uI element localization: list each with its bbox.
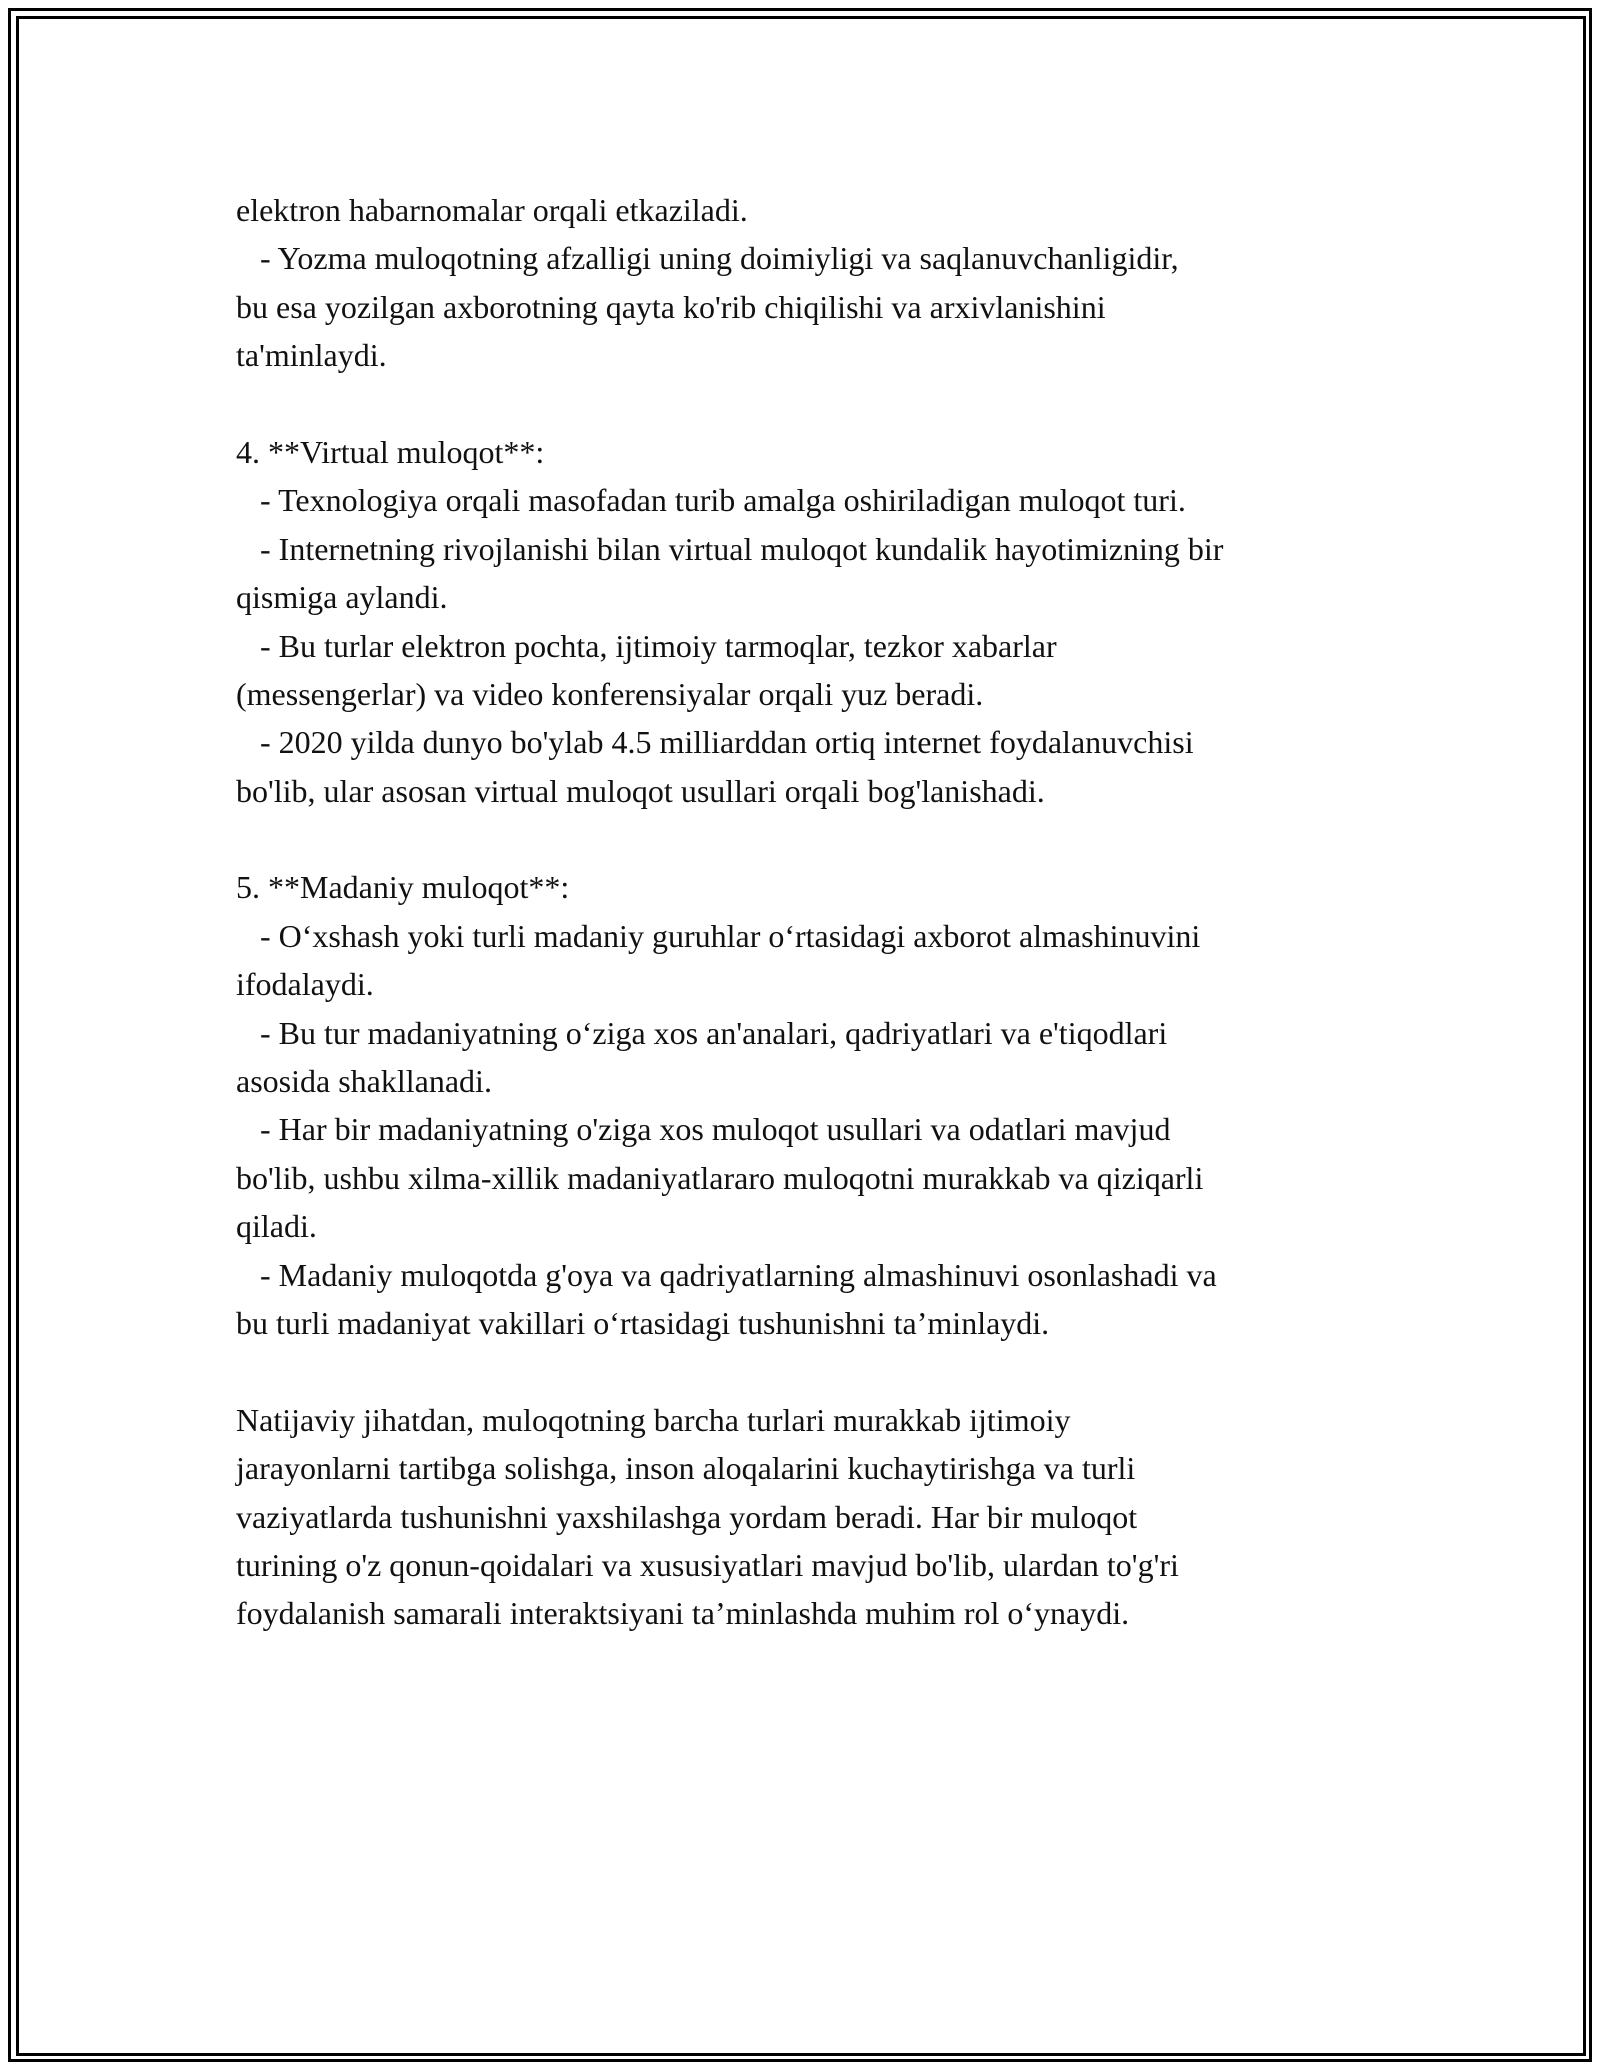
text-line: - Madaniy muloqotda g'oya va qadriyatlarning almashinuvi osonlashadi va — [236, 1256, 1217, 1293]
conclusion-line: vaziyatlarda tushunishni yaxshilashga yordam beradi. Har bir muloqot — [236, 1498, 1138, 1535]
text-line: - 2020 yilda dunyo bo'ylab 4.5 milliarddan ortiq internet foydalanuvchisi — [236, 724, 1194, 761]
text-line: qiladi. — [236, 1208, 317, 1245]
text-line: ifodalaydi. — [236, 966, 374, 1003]
text-line: ta'minlaydi. — [236, 337, 387, 374]
conclusion-line: Natijaviy jihatdan, muloqotning barcha turlari murakkab ijtimoiy — [236, 1401, 1071, 1438]
section-heading-virtual: 4. **Virtual muloqot**: — [236, 433, 545, 470]
text-line: - Yozma muloqotning afzalligi uning doimiyligi va saqlanuvchanligidir, — [236, 240, 1179, 277]
text-line: bu turli madaniyat vakillari o‘rtasidagi tushunishni ta’minlaydi. — [236, 1304, 1050, 1341]
document-body — [236, 186, 1436, 1638]
text-line: bu esa yozilgan axborotning qayta ko'rib chiqilishi va arxivlanishini — [236, 288, 1106, 325]
blank-line — [236, 815, 1436, 863]
blank-line — [236, 380, 1436, 428]
text-line: - Texnologiya orqali masofadan turib amalga oshiriladigan muloqot turi. — [236, 482, 1186, 519]
text-line: bo'lib, ular asosan virtual muloqot usullari orqali bog'lanishadi. — [236, 772, 1045, 809]
text-line: - Bu turlar elektron pochta, ijtimoiy tarmoqlar, tezkor xabarlar — [236, 627, 1057, 664]
text-line: - Internetning rivojlanishi bilan virtual muloqot kundalik hayotimizning bir — [236, 530, 1224, 567]
text-line: qismiga aylandi. — [236, 579, 448, 616]
text-line: asosida shakllanadi. — [236, 1063, 492, 1100]
text-line: - Bu tur madaniyatning o‘ziga xos an'analari, qadriyatlari va e'tiqodlari — [236, 1014, 1168, 1051]
text-line: bo'lib, ushbu xilma-xillik madaniyatlararo muloqotni murakkab va qiziqarli — [236, 1159, 1204, 1196]
section-heading-madaniy: 5. **Madaniy muloqot**: — [236, 869, 570, 906]
text-line: - O‘xshash yoki turli madaniy guruhlar o‘rtasidagi axborot almashinuvini — [236, 917, 1201, 954]
conclusion-line: jarayonlarni tartibga solishga, inson aloqalarini kuchaytirishga va turli — [236, 1450, 1136, 1487]
conclusion-line: foydalanish samarali interaktsiyani ta’minlashda muhim rol o‘ynaydi. — [236, 1595, 1130, 1632]
text-line: (messengerlar) va video konferensiyalar orqali yuz beradi. — [236, 675, 984, 712]
text-line: - Har bir madaniyatning o'ziga xos muloqot usullari va odatlari mavjud — [236, 1111, 1171, 1148]
conclusion-line: turining o'z qonun-qoidalari va xususiyatlari mavjud bo'lib, ulardan to'g'ri — [236, 1546, 1179, 1583]
blank-line — [236, 1347, 1436, 1395]
text-line: elektron habarnomalar orqali etkaziladi. — [236, 192, 748, 228]
